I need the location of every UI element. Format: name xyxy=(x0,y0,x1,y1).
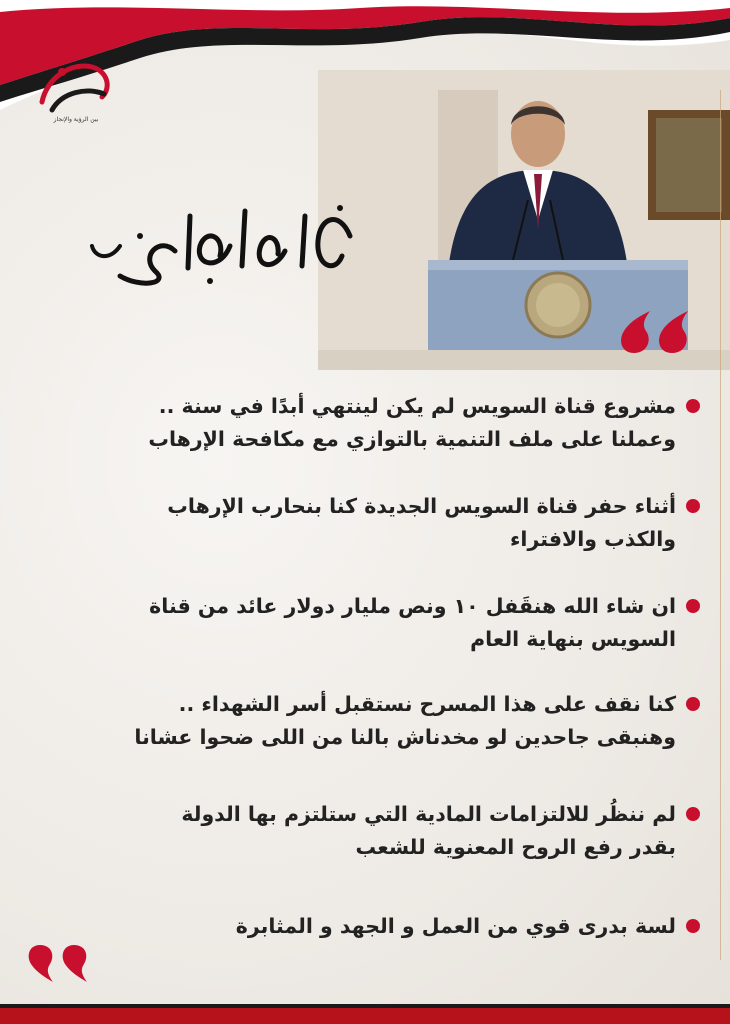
bullet-icon xyxy=(686,807,700,821)
bullet-icon xyxy=(686,697,700,711)
quote-line: لسة بدرى قوي من العمل و الجهد و المثابرة xyxy=(235,914,676,938)
quote-line: بقدر رفع الروح المعنوية للشعب xyxy=(355,835,676,859)
quote-line: أثناء حفر قناة السويس الجديدة كنا بنحارب الإرهاب xyxy=(167,494,676,518)
list-item xyxy=(58,390,698,456)
list-item xyxy=(58,490,698,556)
quote-line: وهنبقى جاحدين لو مخدناش بالنا من اللى ضحوا عشانا xyxy=(134,725,676,749)
list-item xyxy=(58,590,698,656)
quote-line: لم ننظُر للالتزامات المادية التي ستلتزم بها الدولة xyxy=(181,802,676,826)
logo-subtitle: بين الرؤية والإنجاز xyxy=(53,116,99,123)
divider-line xyxy=(720,90,721,960)
bullet-icon xyxy=(686,919,700,933)
quote-line: وعملنا على ملف التنمية بالتوازي مع مكافحة الإرهاب xyxy=(148,427,676,451)
bullet-icon xyxy=(686,599,700,613)
list-item xyxy=(58,688,698,754)
quote-line: السويس بنهاية العام xyxy=(470,627,676,651)
quote-line: كنا نقف على هذا المسرح نستقبل أسر الشهداء .. xyxy=(178,692,676,716)
list-item xyxy=(58,798,698,864)
quote-line: مشروع قناة السويس لم يكن لينتهي أبدًا في سنة .. xyxy=(158,394,676,418)
speaker-signature-calligraphy xyxy=(80,196,370,291)
quote-line: ان شاء الله هنقَفل ١٠ ونص مليار دولار عائد من قناة xyxy=(149,594,676,618)
bullet-icon xyxy=(686,399,700,413)
quote-line: والكذب والافتراء xyxy=(509,527,676,551)
bottom-band xyxy=(0,1008,730,1024)
quote-mark-icon xyxy=(616,305,696,355)
bullet-icon xyxy=(686,499,700,513)
list-item xyxy=(58,910,698,943)
quote-mark-icon xyxy=(24,943,94,988)
